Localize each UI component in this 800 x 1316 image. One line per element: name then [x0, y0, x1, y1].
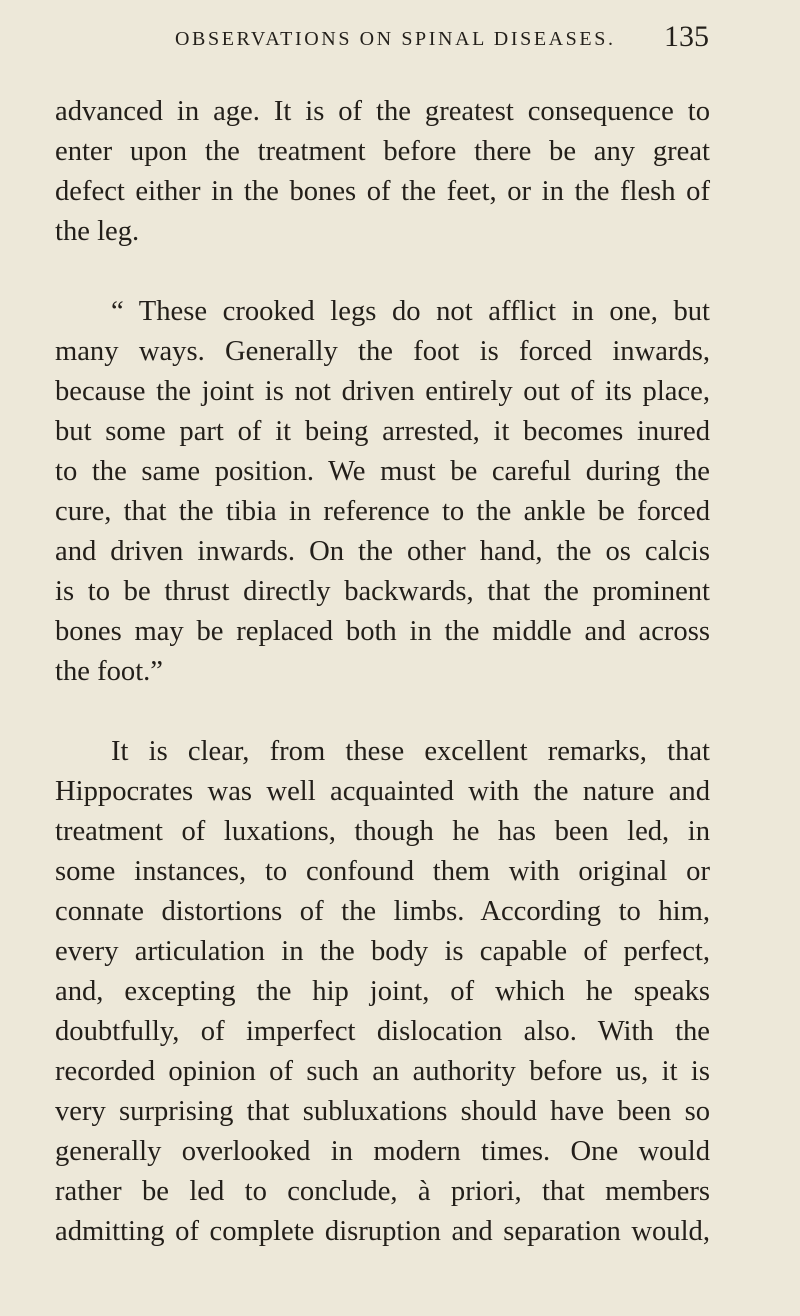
text-line: some instances, to confound them with original or: [55, 856, 710, 887]
text-line: to the same position. We must be careful during the: [55, 456, 710, 487]
body-text: [55, 92, 710, 1252]
text-line: very surprising that subluxations should have been so: [55, 1096, 710, 1127]
text-line: treatment of luxations, though he has been led, in: [55, 816, 710, 847]
text-line: connate distortions of the limbs. According to him,: [55, 896, 710, 927]
text-line: is to be thrust directly backwards, that the prominent: [55, 576, 710, 607]
paragraph-3: [55, 732, 710, 1252]
text-line: generally overlooked in modern times. One would: [55, 1136, 710, 1167]
text-line: the foot.”: [55, 656, 163, 687]
page-number: 135: [664, 20, 709, 53]
paragraph-1: [55, 92, 710, 252]
text-line: and, excepting the hip joint, of which he speaks: [55, 976, 710, 1007]
text-line: defect either in the bones of the feet, or in the flesh of: [55, 176, 710, 207]
text-line: and driven inwards. On the other hand, the os calcis: [55, 536, 710, 567]
text-line: recorded opinion of such an authority before us, it is: [55, 1056, 710, 1087]
text-line: because the joint is not driven entirely out of its place,: [55, 376, 710, 407]
text-line: “ These crooked legs do not afflict in one, but: [111, 296, 710, 327]
text-line: but some part of it being arrested, it becomes inured: [55, 416, 710, 447]
text-line: doubtfully, of imperfect dislocation also. With the: [55, 1016, 710, 1047]
paragraph-2: [55, 292, 710, 692]
text-line: Hippocrates was well acquainted with the nature and: [55, 776, 710, 807]
text-line: rather be led to conclude, à priori, that members: [55, 1176, 710, 1207]
running-head: OBSERVATIONS ON SPINAL DISEASES.: [175, 28, 616, 50]
text-line: cure, that the tibia in reference to the ankle be forced: [55, 496, 710, 527]
text-line: every articulation in the body is capable of perfect,: [55, 936, 710, 967]
text-line: the leg.: [55, 216, 140, 247]
text-line: advanced in age. It is of the greatest consequence to: [55, 96, 710, 127]
text-line: admitting of complete disruption and separation would,: [55, 1216, 710, 1247]
text-line: It is clear, from these excellent remarks, that: [111, 736, 710, 767]
text-line: bones may be replaced both in the middle and across: [55, 616, 710, 647]
text-line: enter upon the treatment before there be any great: [55, 136, 710, 167]
text-line: many ways. Generally the foot is forced inwards,: [55, 336, 710, 367]
